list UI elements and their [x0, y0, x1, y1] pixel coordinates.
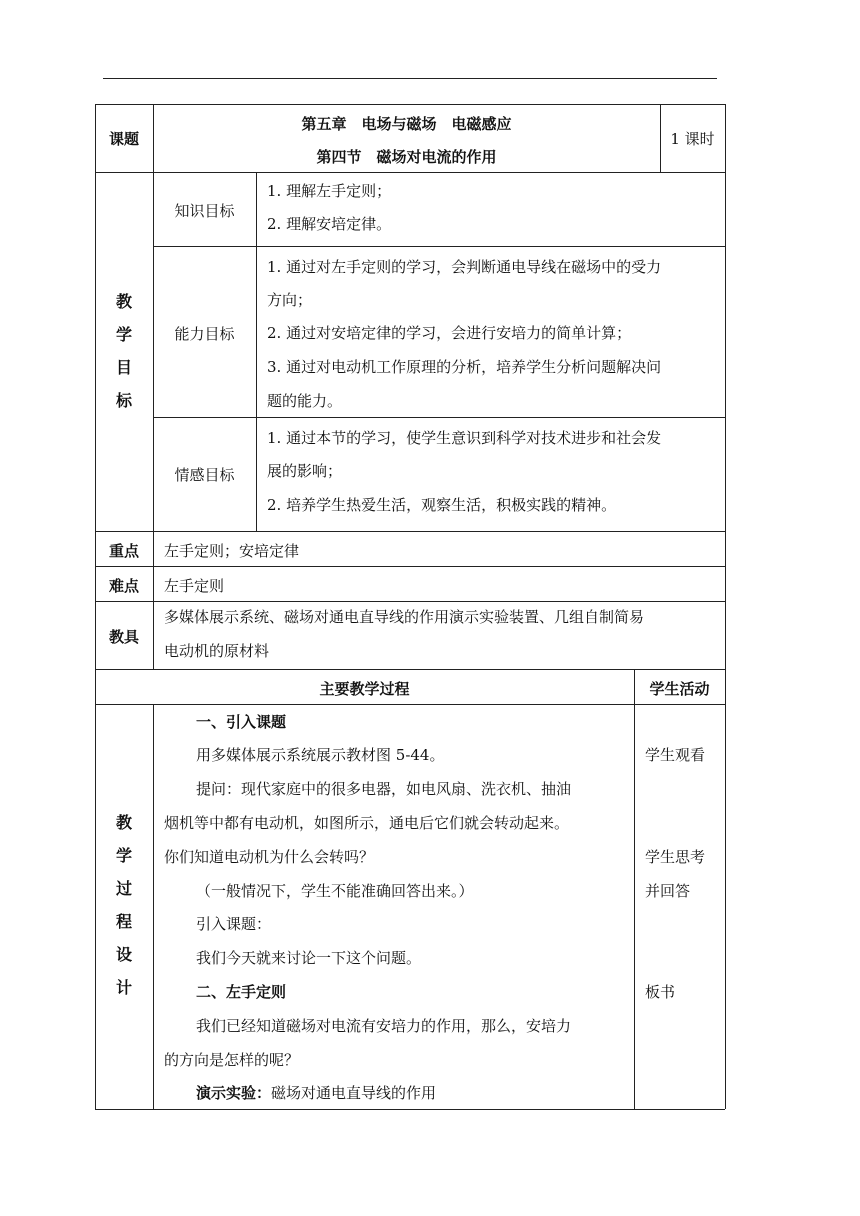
emotion-item: 2. 培养学生热爱生活，观察生活，积极实践的精神。	[267, 496, 617, 514]
hours: 1 课时	[670, 130, 715, 148]
demo-prefix: 演示实验：	[196, 1084, 272, 1102]
activity-item: 学生思考	[645, 848, 706, 866]
subject-label: 课题	[108, 130, 139, 148]
process-line: 我们已经知道磁场对电流有安培力的作用，那么，安培力	[196, 1017, 572, 1035]
ability-item: 3. 通过对电动机工作原理的分析，培养学生分析问题解决问	[267, 358, 662, 376]
objectives-label: 教 学 目 标	[115, 292, 132, 410]
knowledge-label: 知识目标	[174, 202, 235, 220]
process-line	[196, 1077, 436, 1110]
ability-item: 2. 通过对安培定律的学习，会进行安培力的简单计算；	[267, 324, 632, 342]
process-header: 主要教学过程	[319, 680, 410, 698]
activity-item: 学生观看	[645, 746, 706, 764]
emotion-label: 情感目标	[174, 466, 235, 484]
emotion-item: 1. 通过本节的学习，使学生意识到科学对技术进步和社会发	[267, 429, 662, 447]
difficulty-text: 左手定则	[164, 577, 225, 595]
section-title: 第四节 磁场对电流的作用	[316, 148, 497, 166]
activity-item: 并回答	[645, 882, 691, 900]
key-point-label: 重点	[108, 542, 139, 560]
process-heading: 一、引入课题	[196, 713, 287, 731]
process-label: 教 学 过 程 设 计	[115, 813, 132, 997]
process-line: 我们今天就来讨论一下这个问题。	[196, 949, 422, 967]
activity-item: 板书	[645, 983, 676, 1001]
activity-header: 学生活动	[649, 680, 710, 698]
process-line: 提问：现代家庭中的很多电器，如电风扇、洗衣机、抽油	[196, 780, 572, 798]
emotion-item: 展的影响；	[267, 462, 343, 480]
knowledge-item: 2. 理解安培定律。	[267, 215, 392, 233]
process-line: 引入课题：	[196, 915, 272, 933]
key-point-text: 左手定则；安培定律	[164, 542, 300, 560]
process-heading: 二、左手定则	[196, 983, 287, 1001]
process-line: 的方向是怎样的呢？	[164, 1051, 300, 1069]
ability-item: 题的能力。	[267, 392, 343, 410]
process-line: 用多媒体展示系统展示教材图 5-44。	[196, 746, 445, 764]
process-line: 烟机等中都有电动机，如图所示，通电后它们就会转动起来。	[164, 814, 570, 832]
process-line: 你们知道电动机为什么会转吗？	[164, 848, 375, 866]
header-rule	[103, 78, 717, 79]
tools-line: 多媒体展示系统、磁场对通电直导线的作用演示实验装置、几组自制简易	[164, 608, 645, 626]
process-line: （一般情况下，学生不能准确回答出来。）	[196, 882, 474, 900]
tools-line: 电动机的原材料	[164, 642, 270, 660]
demo-text: 磁场对通电直导线的作用	[271, 1084, 437, 1102]
ability-item: 方向；	[267, 291, 313, 309]
knowledge-item: 1. 理解左手定则；	[267, 182, 392, 200]
ability-label: 能力目标	[174, 325, 235, 343]
difficulty-label: 难点	[108, 577, 139, 595]
ability-item: 1. 通过对左手定则的学习，会判断通电导线在磁场中的受力	[267, 258, 662, 276]
tools-label: 教具	[108, 628, 139, 646]
chapter-title: 第五章 电场与磁场 电磁感应	[301, 115, 512, 133]
